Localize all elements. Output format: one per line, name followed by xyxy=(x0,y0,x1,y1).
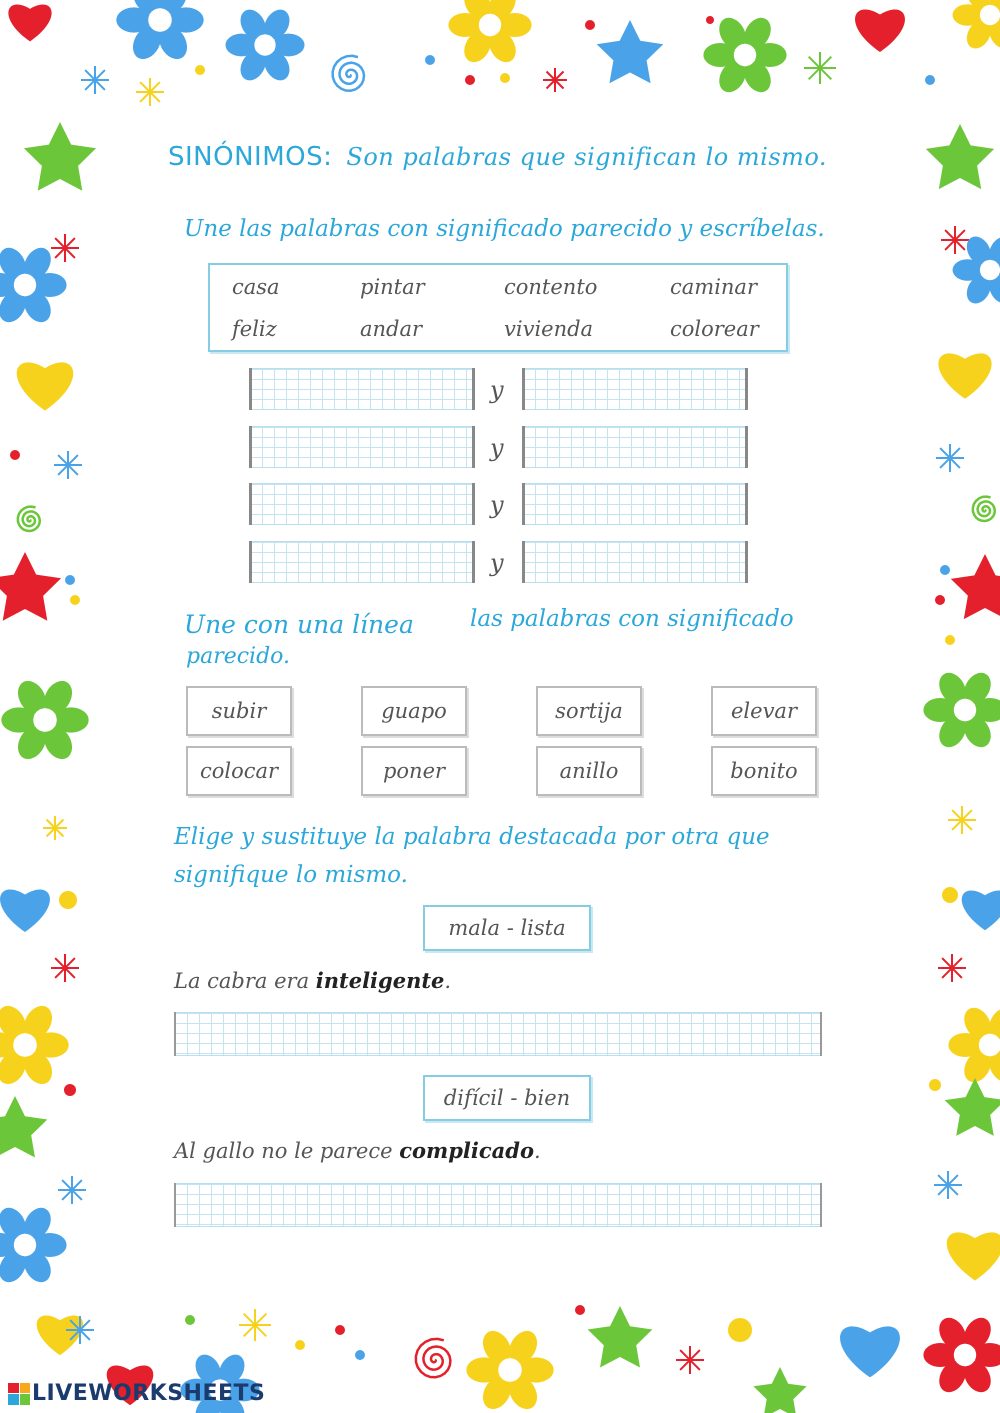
dot-icon xyxy=(945,635,955,645)
card-bonito[interactable]: bonito xyxy=(711,746,817,796)
dot-icon xyxy=(64,1084,76,1096)
flower-icon xyxy=(448,0,531,67)
writing-line-4a[interactable] xyxy=(249,541,475,583)
flower-icon xyxy=(948,1003,1000,1087)
sentence-2-end: . xyxy=(533,1139,541,1163)
exercise1-instruction: Une las palabras con significado parecido y escríbelas. xyxy=(184,216,825,242)
sentence-2-highlight: complicado xyxy=(399,1138,534,1163)
sparkle-icon xyxy=(66,1316,94,1344)
card-subir[interactable]: subir xyxy=(186,686,292,736)
spiral-icon xyxy=(18,507,40,531)
connector-3: y xyxy=(490,491,504,519)
writing-line-3a[interactable] xyxy=(249,483,475,525)
title-tag: SINÓNIMOS: xyxy=(168,142,333,172)
dot-icon xyxy=(706,16,714,24)
writing-line-1b[interactable] xyxy=(522,368,748,410)
flower-icon xyxy=(1,676,88,764)
heart-icon xyxy=(840,1326,900,1377)
dot-icon xyxy=(575,1305,585,1315)
sparkle-icon xyxy=(936,444,964,472)
dot-icon xyxy=(929,1079,941,1091)
dot-icon xyxy=(728,1318,752,1342)
dot-icon xyxy=(585,20,595,30)
star-icon xyxy=(588,1306,653,1368)
sparkle-icon xyxy=(941,226,969,254)
dot-icon xyxy=(942,887,958,903)
title-definition: Son palabras que significan lo mismo. xyxy=(346,143,828,171)
dot-icon xyxy=(355,1350,365,1360)
dot-icon xyxy=(65,575,75,585)
dot-icon xyxy=(500,73,510,83)
answer-line-1[interactable] xyxy=(174,1012,822,1056)
sentence-1-highlight: inteligente xyxy=(315,968,445,993)
sparkle-icon xyxy=(543,68,567,92)
star-icon xyxy=(597,20,664,83)
sparkle-icon xyxy=(804,52,836,84)
word-casa: casa xyxy=(232,275,280,299)
spiral-icon xyxy=(416,1339,451,1377)
flower-icon xyxy=(0,1001,69,1089)
star-icon xyxy=(0,552,61,621)
exercise2-instruction-b: las palabras con significado xyxy=(470,606,794,632)
spiral-icon xyxy=(973,497,995,521)
sparkle-icon xyxy=(239,1309,271,1341)
dot-icon xyxy=(335,1325,345,1335)
sentence-1-start: La cabra era xyxy=(174,969,316,993)
flower-icon xyxy=(466,1326,553,1413)
sparkle-icon xyxy=(948,806,976,834)
card-colocar[interactable]: colocar xyxy=(186,746,292,796)
exercise1-word-box xyxy=(208,263,788,352)
exercise2-instruction-a: Une con una línea xyxy=(184,610,414,639)
sparkle-icon xyxy=(51,954,79,982)
word-pintar: pintar xyxy=(360,275,425,299)
star-icon xyxy=(753,1367,806,1413)
connector-2: y xyxy=(490,434,504,462)
dot-icon xyxy=(10,450,20,460)
card-elevar[interactable]: elevar xyxy=(711,686,817,736)
exercise3-instruction-b: signifique lo mismo. xyxy=(174,862,408,888)
dot-icon xyxy=(940,565,950,575)
flower-icon xyxy=(953,0,1000,53)
exercise3-instruction-a: Elige y sustituye la palabra destacada por otra que xyxy=(174,824,770,850)
word-colorear: colorear xyxy=(670,317,759,341)
writing-line-3b[interactable] xyxy=(522,483,748,525)
sparkle-icon xyxy=(58,1176,86,1204)
dot-icon xyxy=(185,1315,195,1325)
sentence-1 xyxy=(174,968,451,993)
heart-icon xyxy=(0,889,50,932)
sparkle-icon xyxy=(43,816,67,840)
writing-line-4b[interactable] xyxy=(522,541,748,583)
dot-icon xyxy=(465,75,475,85)
sentence-1-end: . xyxy=(444,969,452,993)
star-icon xyxy=(0,1096,47,1158)
sparkle-icon xyxy=(81,66,109,94)
flower-icon xyxy=(923,668,1000,752)
flower-icon xyxy=(0,1203,67,1287)
sparkle-icon xyxy=(938,954,966,982)
card-guapo[interactable]: guapo xyxy=(361,686,467,736)
dot-icon xyxy=(195,65,205,75)
heart-icon xyxy=(8,5,51,42)
sentence-2 xyxy=(174,1138,541,1163)
heart-icon xyxy=(962,890,1000,930)
dot-icon xyxy=(935,595,945,605)
sparkle-icon xyxy=(136,78,164,106)
star-icon xyxy=(951,554,1000,619)
star-icon xyxy=(24,122,96,191)
star-icon xyxy=(926,124,994,189)
liveworksheets-logo xyxy=(8,1381,265,1406)
page-title xyxy=(168,142,827,172)
sparkle-icon xyxy=(676,1346,704,1374)
options-box-2: difícil - bien xyxy=(423,1075,591,1121)
word-andar: andar xyxy=(360,317,423,341)
flower-icon xyxy=(225,5,304,85)
heart-icon xyxy=(37,1315,84,1355)
sparkle-icon xyxy=(934,1171,962,1199)
dot-icon xyxy=(425,55,435,65)
connector-1: y xyxy=(490,376,504,404)
sentence-2-start: Al gallo no le parece xyxy=(174,1139,400,1163)
heart-icon xyxy=(17,362,74,410)
word-contento: contento xyxy=(504,275,598,299)
heart-icon xyxy=(947,1232,1000,1280)
spiral-icon xyxy=(333,56,364,91)
card-anillo[interactable]: anillo xyxy=(536,746,642,796)
writing-line-1a[interactable] xyxy=(249,368,475,410)
flower-icon xyxy=(116,0,203,64)
word-caminar: caminar xyxy=(670,275,757,299)
dot-icon xyxy=(925,75,935,85)
heart-icon xyxy=(938,353,991,398)
dot-icon xyxy=(70,595,80,605)
sparkle-icon xyxy=(51,234,79,262)
sparkle-icon xyxy=(54,451,82,479)
card-sortija[interactable]: sortija xyxy=(536,686,642,736)
writing-line-2a[interactable] xyxy=(249,426,475,468)
answer-line-2[interactable] xyxy=(174,1183,822,1227)
dot-icon xyxy=(59,891,77,909)
options-box-1: mala - lista xyxy=(423,905,591,951)
flower-icon xyxy=(703,13,786,97)
heart-icon xyxy=(855,9,905,52)
flower-icon xyxy=(923,1313,1000,1397)
connector-4: y xyxy=(490,549,504,577)
star-icon xyxy=(945,1078,1000,1136)
exercise2-instruction-c: parecido. xyxy=(186,644,291,669)
card-poner[interactable]: poner xyxy=(361,746,467,796)
logo-squares-icon xyxy=(8,1383,30,1405)
brand-name: LIVEWORKSHEETS xyxy=(32,1381,266,1406)
word-feliz: feliz xyxy=(232,317,277,341)
dot-icon xyxy=(295,1340,305,1350)
writing-line-2b[interactable] xyxy=(522,426,748,468)
word-vivienda: vivienda xyxy=(504,317,594,341)
